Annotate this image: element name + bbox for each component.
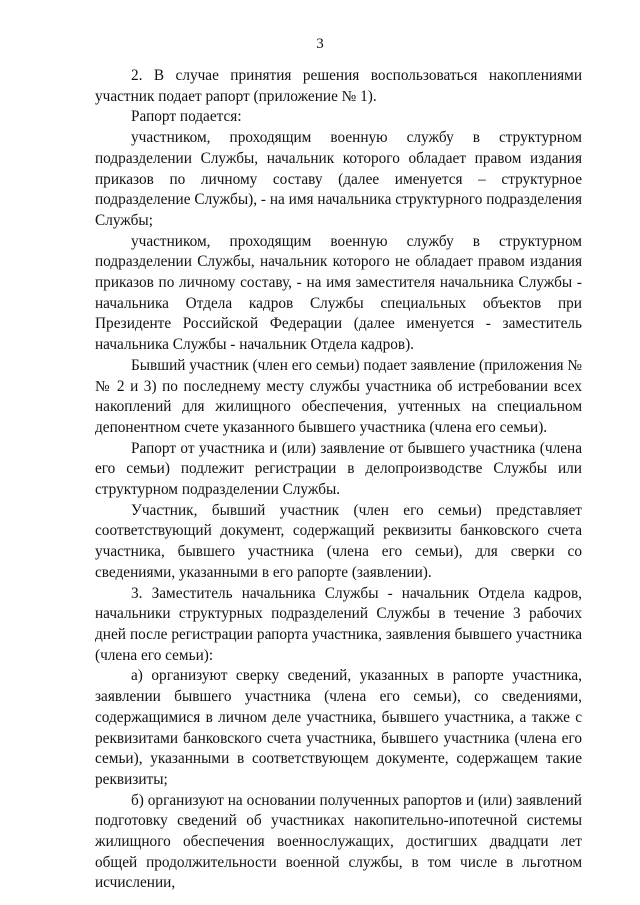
paragraph-clause-2: 2. В случае принятия решения воспользоваться накоплениями участник подает рапорт (приложение № 1). xyxy=(95,67,582,105)
document-body xyxy=(95,66,582,894)
paragraph-report-submitted: Рапорт подается: xyxy=(131,108,242,126)
paragraph-participant-without-authority: участником, проходящим военную службу в структурном подразделении Службы, начальник которого не обладает правом издания приказов по личному составу, - на имя заместителя начальника Службы - начальника Отдела кадров Службы специальных объектов при Президенте Российской Федерации (далее именуется - заместитель начальника Службы - начальник Отдела кадров). xyxy=(95,232,582,354)
page-number: 3 xyxy=(316,36,324,52)
paragraph-bank-details: Участник, бывший участник (член его семьи) представляет соответствующий документ, содержащий реквизиты банковского счета участника, бывшего участника (члена его семьи), для сверки со сведениями, указанными в его рапорте (заявлении). xyxy=(95,501,582,581)
paragraph-clause-3: 3. Заместитель начальника Службы - начальник Отдела кадров, начальники структурных подразделений Службы в течение 3 рабочих дней после регистрации рапорта участника, заявления бывшего участника (члена его семьи): xyxy=(95,584,582,664)
paragraph-former-participant: Бывший участник (член его семьи) подает заявление (приложения №№ 2 и 3) по последнему месту службы участника об истребовании всех накоплений для жилищного обеспечения, учтенных на специальном депонентном счете указанного бывшего участника (члена его семьи). xyxy=(95,356,582,436)
paragraph-registration: Рапорт от участника и (или) заявление от бывшего участника (члена его семьи) подлежит регистрации в делопроизводстве Службы или структурном подразделении Службы. xyxy=(95,439,582,499)
paragraph-subclause-a: а) организуют сверку сведений, указанных в рапорте участника, заявлении бывшего участника (члена его семьи), со сведениями, содержащимися в личном деле участника, бывшего участника, а также с реквизитами банковского счета участника, бывшего участника (члена его семьи), указанными в соответствующем документе, содержащем такие реквизиты; xyxy=(95,667,582,788)
paragraph-participant-with-authority: участником, проходящим военную службу в структурном подразделении Службы, начальник которого обладает правом издания приказов по личному составу (далее именуется – структурное подразделение Службы), - на имя начальника структурного подразделения Службы; xyxy=(95,129,582,229)
paragraph-subclause-b: б) организуют на основании полученных рапортов и (или) заявлений подготовку сведений об участниках накопительно-ипотечной системы жилищного обеспечения военнослужащих, достигших двадцати лет общей продолжительности военной службы, в том числе в льготном исчислении, xyxy=(95,791,582,892)
